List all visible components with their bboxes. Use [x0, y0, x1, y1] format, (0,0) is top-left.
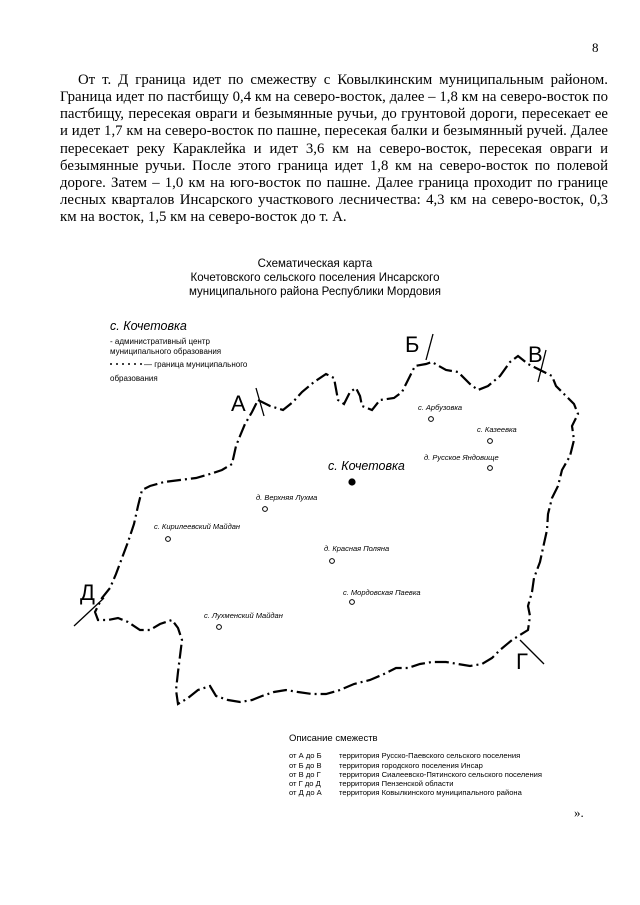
body-paragraph: От т. Д граница идет по смежеству с Ковылкинским муниципальным районом. Граница идет по пастбищу 0,4 км на северо-восток, далее – 1,8 км на северо-восток по пастбищу, пересекая овраги и безымянные ручьи, до грунтовой дороги, пересекает ее и идет 1,7 км на северо-восток по пашне, пересекая балки и безымянный ручей. Далее пересекает реку Караклейка и идет 3,6 км на северо-восток, пересекая овраги и безымянные ручьи. После этого граница идет 1,8 км на северо-восток по полевой дороге. Затем – 1,0 км на юго-восток по пашне. Далее граница проходит по границе лесных кварталов Инсарского участкового лесничества: 4,3 км на северо-восток, 0,3 км на восток, 1,5 км на северо-восток до т. А.	[60, 72, 608, 226]
adjacency-row	[289, 751, 542, 760]
point-a-label: А	[231, 391, 246, 416]
closing-quote: ».	[574, 805, 584, 820]
adjacency-heading: Описание смежеств	[289, 733, 378, 744]
legend-boundary-desc-2: образования	[110, 374, 158, 383]
map-title-line-3: муниципального района Республики Мордовия	[188, 285, 442, 298]
adjacency-description	[289, 733, 542, 797]
village-label-verkhnyaya-lukhma: д. Верхняя Лухма	[256, 493, 318, 502]
adjacency-row	[289, 779, 542, 788]
map-title-line-2: Кочетовского сельского поселения Инсарского	[190, 271, 440, 284]
legend-center-name: с. Кочетовка	[110, 319, 187, 333]
center-marker	[348, 478, 355, 485]
adjacency-row	[289, 788, 542, 797]
village-label-kirileevsky-maidan: с. Кирилеевский Майдан	[154, 522, 241, 531]
village-label-russkoe-yandovishche: д. Русское Яндовище	[424, 453, 499, 462]
point-g-label: Г	[516, 649, 528, 674]
adjacency-range: от Г до Д	[289, 779, 321, 788]
village-marker-arbuzovka	[429, 417, 434, 422]
village-marker-kirileevsky-maidan	[166, 537, 171, 542]
village-label-arbuzovka: с. Арбузовка	[418, 403, 463, 412]
adjacency-range: от В до Г	[289, 769, 321, 779]
page-number: 8	[592, 40, 599, 55]
village-marker-lukhmensky-maidan	[217, 625, 222, 630]
adjacency-text: территория Сиалеевско-Пятинского сельского поселения	[339, 769, 543, 779]
village-label-kazeevka: с. Казеевка	[477, 425, 517, 434]
legend-center-desc-2: муниципального образования	[110, 347, 222, 356]
adjacency-text: территория Пензенской области	[339, 779, 454, 788]
adjacency-text: территория Русско-Паевского сельского поселения	[339, 751, 521, 761]
village-marker-russkoe-yandovishche	[488, 466, 493, 471]
map-title-line-1: Схематическая карта	[257, 258, 373, 270]
village-label-krasnaya-polyana: д. Красная Поляна	[324, 544, 390, 553]
center-label: с. Кочетовка	[328, 459, 405, 473]
legend-boundary-desc-1: — граница муниципального	[144, 360, 248, 369]
adjacency-row	[289, 761, 542, 770]
village-label-lukhmensky-maidan: с. Лухменский Майдан	[204, 611, 283, 620]
point-v-label: В	[528, 342, 543, 367]
adjacency-range: от Б до В	[289, 760, 322, 770]
adjacency-range: от А до Б	[289, 751, 322, 761]
point-b-tick	[426, 334, 433, 360]
point-d-label: Д	[80, 580, 95, 605]
point-b-label: Б	[405, 332, 420, 357]
village-marker-mordovskaya-paevka	[350, 600, 355, 605]
adjacency-text: территория Ковылкинского муниципального района	[339, 788, 522, 798]
adjacency-row	[289, 770, 542, 779]
legend-center-desc-1: - административный центр	[110, 337, 210, 346]
adjacency-text: территория городского поселения Инсар	[339, 760, 483, 770]
village-label-mordovskaya-paevka: с. Мордовская Паевка	[343, 588, 421, 597]
village-marker-kazeevka	[488, 439, 493, 444]
adjacency-range: от Д до А	[289, 788, 322, 798]
village-marker-verkhnyaya-lukhma	[263, 507, 268, 512]
village-marker-krasnaya-polyana	[330, 559, 335, 564]
